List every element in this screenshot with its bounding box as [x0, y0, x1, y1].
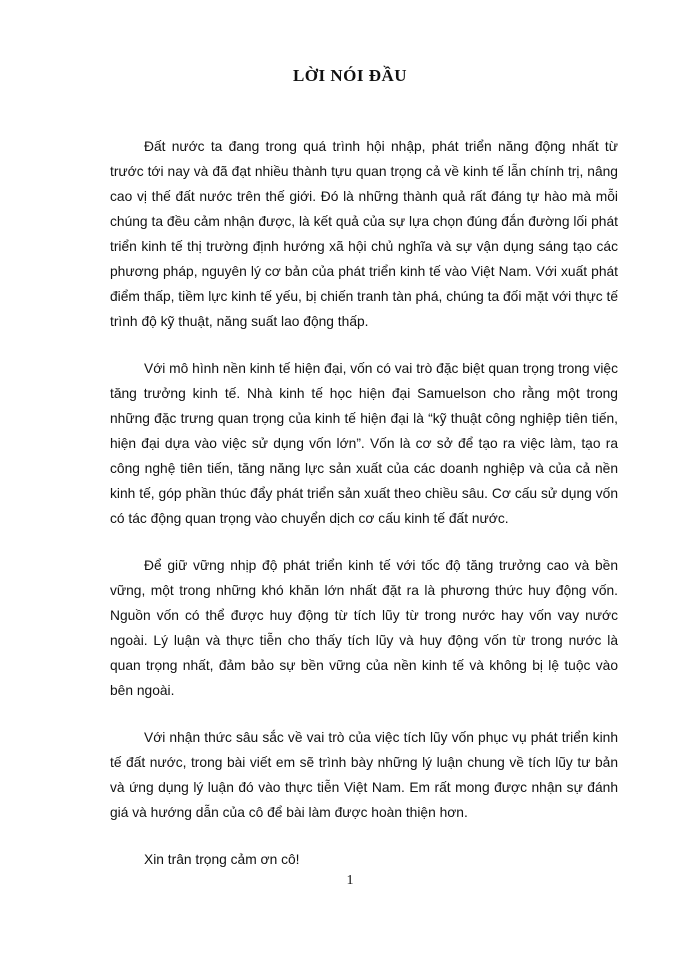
closing-line: Xin trân trọng cảm ơn cô! — [144, 852, 300, 867]
document-body — [110, 134, 618, 894]
paragraph: Đất nước ta đang trong quá trình hội nhập, phát triển năng động nhất từ trước tới nay và đã đạt nhiều thành tựu quan trọng cả về kinh tế lẫn chính trị, nâng cao vị thế đất nước trên thế giới. Đó là những thành quả rất đáng tự hào mà mỗi chúng ta đều cảm nhận được, là kết quả của sự lựa chọn đúng đắn đường lối phát triển kinh tế thị trường định hướng xã hội chủ nghĩa và sự vận dụng sáng tạo các phương pháp, nguyên lý cơ bản của phát triển kinh tế vào Việt Nam. Với xuất phát điểm thấp, tiềm lực kinh tế yếu, bị chiến tranh tàn phá, chúng ta đối mặt với thực tế trình độ kỹ thuật, năng suất lao động thấp. — [110, 139, 618, 329]
page-title: LỜI NÓI ĐẦU — [292, 66, 408, 85]
paragraph: Với mô hình nền kinh tế hiện đại, vốn có vai trò đặc biệt quan trọng trong việc tăng trưởng kinh tế. Nhà kinh tế học hiện đại Samuelson cho rằng một trong những đặc trưng quan trọng của kinh tế hiện đại là “kỹ thuật công nghiệp tiên tiến, hiện đại dựa vào việc sử dụng vốn lớn”. Vốn là cơ sở để tạo ra việc làm, tạo ra công nghệ tiên tiến, tăng năng lực sản xuất của các doanh nghiệp và của cả nền kinh tế, góp phần thúc đẩy phát triển sản xuất theo chiều sâu. Cơ cấu sử dụng vốn có tác động quan trọng vào chuyển dịch cơ cấu kinh tế đất nước. — [110, 361, 618, 526]
paragraph: Để giữ vững nhịp độ phát triển kinh tế với tốc độ tăng trưởng cao và bền vững, một trong những khó khăn lớn nhất đặt ra là phương thức huy động vốn. Nguồn vốn có thể được huy động từ tích lũy từ trong nước hay vốn vay nước ngoài. Lý luận và thực tiễn cho thấy tích lũy và huy động vốn từ trong nước là quan trọng nhất, đảm bảo sự bền vững của nền kinh tế và không bị lệ tuộc vào bên ngoài. — [110, 558, 618, 698]
page-number: 1 — [346, 873, 354, 888]
paragraph: Với nhận thức sâu sắc về vai trò của việc tích lũy vốn phục vụ phát triển kinh tế đất nước, trong bài viết em sẽ trình bày những lý luận chung về tích lũy tư bản và ứng dụng lý luận đó vào thực tiễn Việt Nam. Em rất mong được nhận sự đánh giá và hướng dẫn của cô để bài làm được hoàn thiện hơn. — [110, 730, 618, 820]
